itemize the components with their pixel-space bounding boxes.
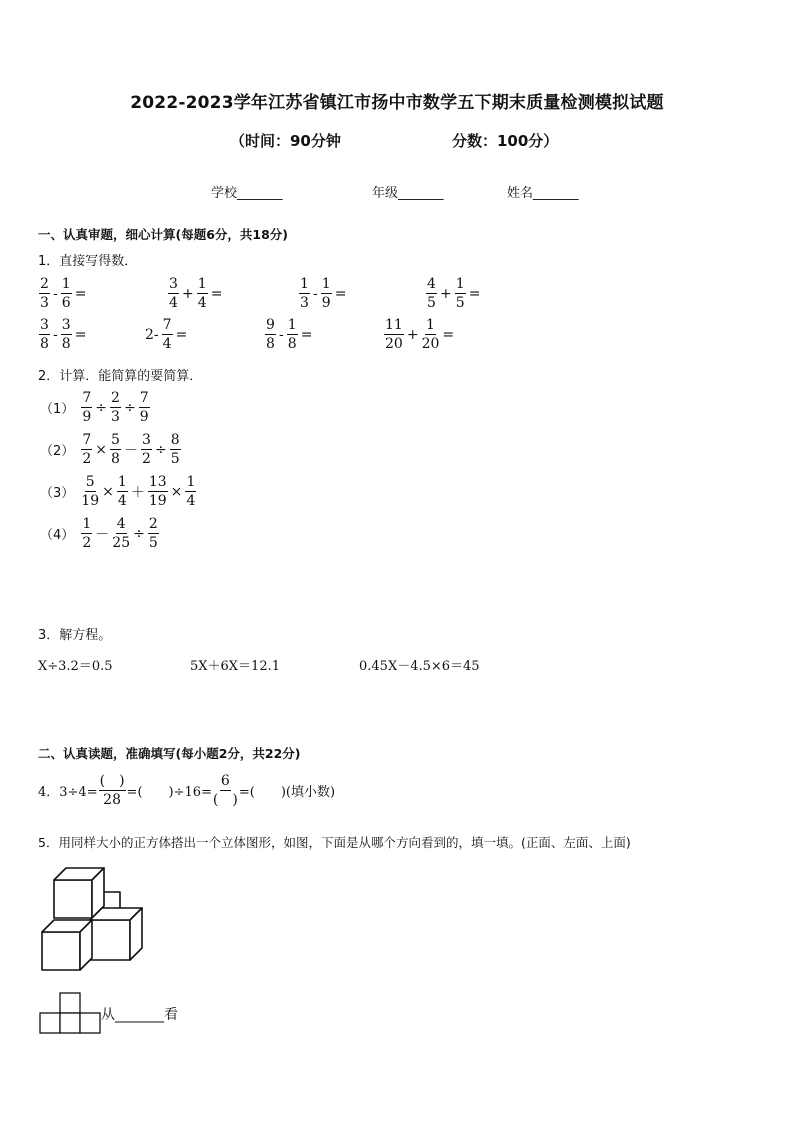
question-2-text: 2．计算．能简算的要简算． bbox=[38, 369, 203, 384]
name-field[interactable]: 姓名_______ bbox=[507, 186, 579, 201]
fraction: $\frac{8}{5}$ bbox=[170, 432, 180, 467]
q1-item-1: $\frac{2}{3}$ - $\frac{1}{6}$ = bbox=[40, 276, 87, 311]
q2-item-4: （4） $\frac{1}{2}$ － $\frac{4}{25}$ ÷ $\frac{2}{5}$ bbox=[40, 516, 158, 551]
q1-item-5: $\frac{3}{8}$ - $\frac{3}{8}$ = bbox=[40, 317, 87, 352]
fraction: $\frac{5}{8}$ bbox=[111, 432, 120, 467]
q2-item-2: （2） $\frac{7}{2}$ × $\frac{5}{8}$ － $\frac{3}{2}$ ÷ $\frac{8}{5}$ bbox=[40, 432, 180, 467]
q2-item-1: （1） $\frac{7}{9}$ ÷ $\frac{2}{3}$ ÷ $\frac{7}{9}$ bbox=[40, 390, 149, 425]
fraction: $\frac{1}{4}$ bbox=[117, 474, 127, 509]
fraction: $\frac{1}{9}$ bbox=[321, 276, 331, 311]
section-2-heading: 二、认真读题，准确填写(每小题2分，共22分) bbox=[38, 746, 301, 761]
fraction: $\frac{1}{4}$ bbox=[197, 276, 207, 311]
fraction: $\frac{2}{5}$ bbox=[148, 516, 158, 551]
fraction: $\frac{1}{3}$ bbox=[300, 276, 309, 311]
fraction: $\frac{1}{2}$ bbox=[82, 516, 92, 551]
fraction: $\frac{6}{( )}$ bbox=[212, 773, 238, 808]
fraction: $\frac{7}{2}$ bbox=[82, 432, 92, 467]
fraction: $\frac{( )}{28}$ bbox=[99, 773, 125, 808]
question-5-text: 5．用同样大小的正方体搭出一个立体图形，如图，下面是从哪个方向看到的，填一填。(正面、左面、上面) bbox=[38, 835, 631, 850]
fraction: $\frac{1}{20}$ bbox=[421, 317, 440, 352]
view-shape bbox=[39, 991, 101, 1035]
fraction: $\frac{1}{8}$ bbox=[287, 317, 297, 352]
cube-figure bbox=[36, 862, 151, 974]
fraction: $\frac{2}{3}$ bbox=[40, 276, 49, 311]
fraction: $\frac{11}{20}$ bbox=[385, 317, 403, 352]
q1-item-6: 2- $\frac{7}{4}$ = bbox=[145, 317, 188, 352]
equation-3: 0.45X－4.5×6＝45 bbox=[359, 659, 480, 674]
q1-item-2: $\frac{3}{4}$ + $\frac{1}{4}$ = bbox=[169, 276, 223, 311]
q1-item-8: $\frac{11}{20}$ + $\frac{1}{20}$ = bbox=[385, 317, 455, 352]
fraction: $\frac{9}{8}$ bbox=[266, 317, 275, 352]
equation-2: 5X＋6X＝12.1 bbox=[190, 659, 280, 674]
fraction: $\frac{3}{8}$ bbox=[61, 317, 71, 352]
section-1-heading: 一、认真审题，细心计算(每题6分，共18分) bbox=[38, 227, 289, 242]
question-4: 4．3÷4= $\frac{( )}{28}$ =( )÷16= $\frac{6}{( )}$ =( )(填小数) bbox=[38, 773, 336, 808]
q5-answer-blank[interactable]: 从_______看 bbox=[101, 1007, 178, 1023]
q2-item-3: （3） $\frac{5}{19}$ × $\frac{1}{4}$ ＋ $\frac{13}{19}$ × $\frac{1}{4}$ bbox=[40, 474, 196, 509]
q1-item-7: $\frac{9}{8}$ - $\frac{1}{8}$ = bbox=[266, 317, 313, 352]
exam-time: （时间：90分钟 bbox=[230, 132, 341, 150]
fraction: $\frac{3}{2}$ bbox=[142, 432, 151, 467]
fraction: $\frac{3}{8}$ bbox=[40, 317, 49, 352]
fraction: $\frac{1}{6}$ bbox=[61, 276, 71, 311]
fraction: $\frac{2}{3}$ bbox=[111, 390, 120, 425]
fraction: $\frac{4}{25}$ bbox=[112, 516, 131, 551]
q1-item-3: $\frac{1}{3}$ - $\frac{1}{9}$ = bbox=[300, 276, 347, 311]
grade-field[interactable]: 年级_______ bbox=[372, 186, 444, 201]
fraction: $\frac{13}{19}$ bbox=[148, 474, 167, 509]
fraction: $\frac{7}{9}$ bbox=[139, 390, 149, 425]
exam-score: 分数：100分） bbox=[452, 132, 559, 150]
question-1-text: 1．直接写得数． bbox=[38, 254, 138, 269]
page-title: 2022-2023学年江苏省镇江市扬中市数学五下期末质量检测模拟试题 bbox=[130, 93, 664, 113]
fraction: $\frac{5}{19}$ bbox=[81, 474, 100, 509]
fraction: $\frac{7}{4}$ bbox=[162, 317, 172, 352]
question-3-text: 3．解方程。 bbox=[38, 628, 112, 643]
fraction: $\frac{4}{5}$ bbox=[427, 276, 436, 311]
fraction: $\frac{7}{9}$ bbox=[82, 390, 92, 425]
school-field[interactable]: 学校_______ bbox=[211, 186, 283, 201]
fraction: $\frac{1}{4}$ bbox=[186, 474, 196, 509]
equation-1: X÷3.2＝0.5 bbox=[38, 659, 113, 674]
fraction: $\frac{1}{5}$ bbox=[455, 276, 465, 311]
q1-item-4: $\frac{4}{5}$ + $\frac{1}{5}$ = bbox=[427, 276, 481, 311]
fraction: $\frac{3}{4}$ bbox=[169, 276, 178, 311]
